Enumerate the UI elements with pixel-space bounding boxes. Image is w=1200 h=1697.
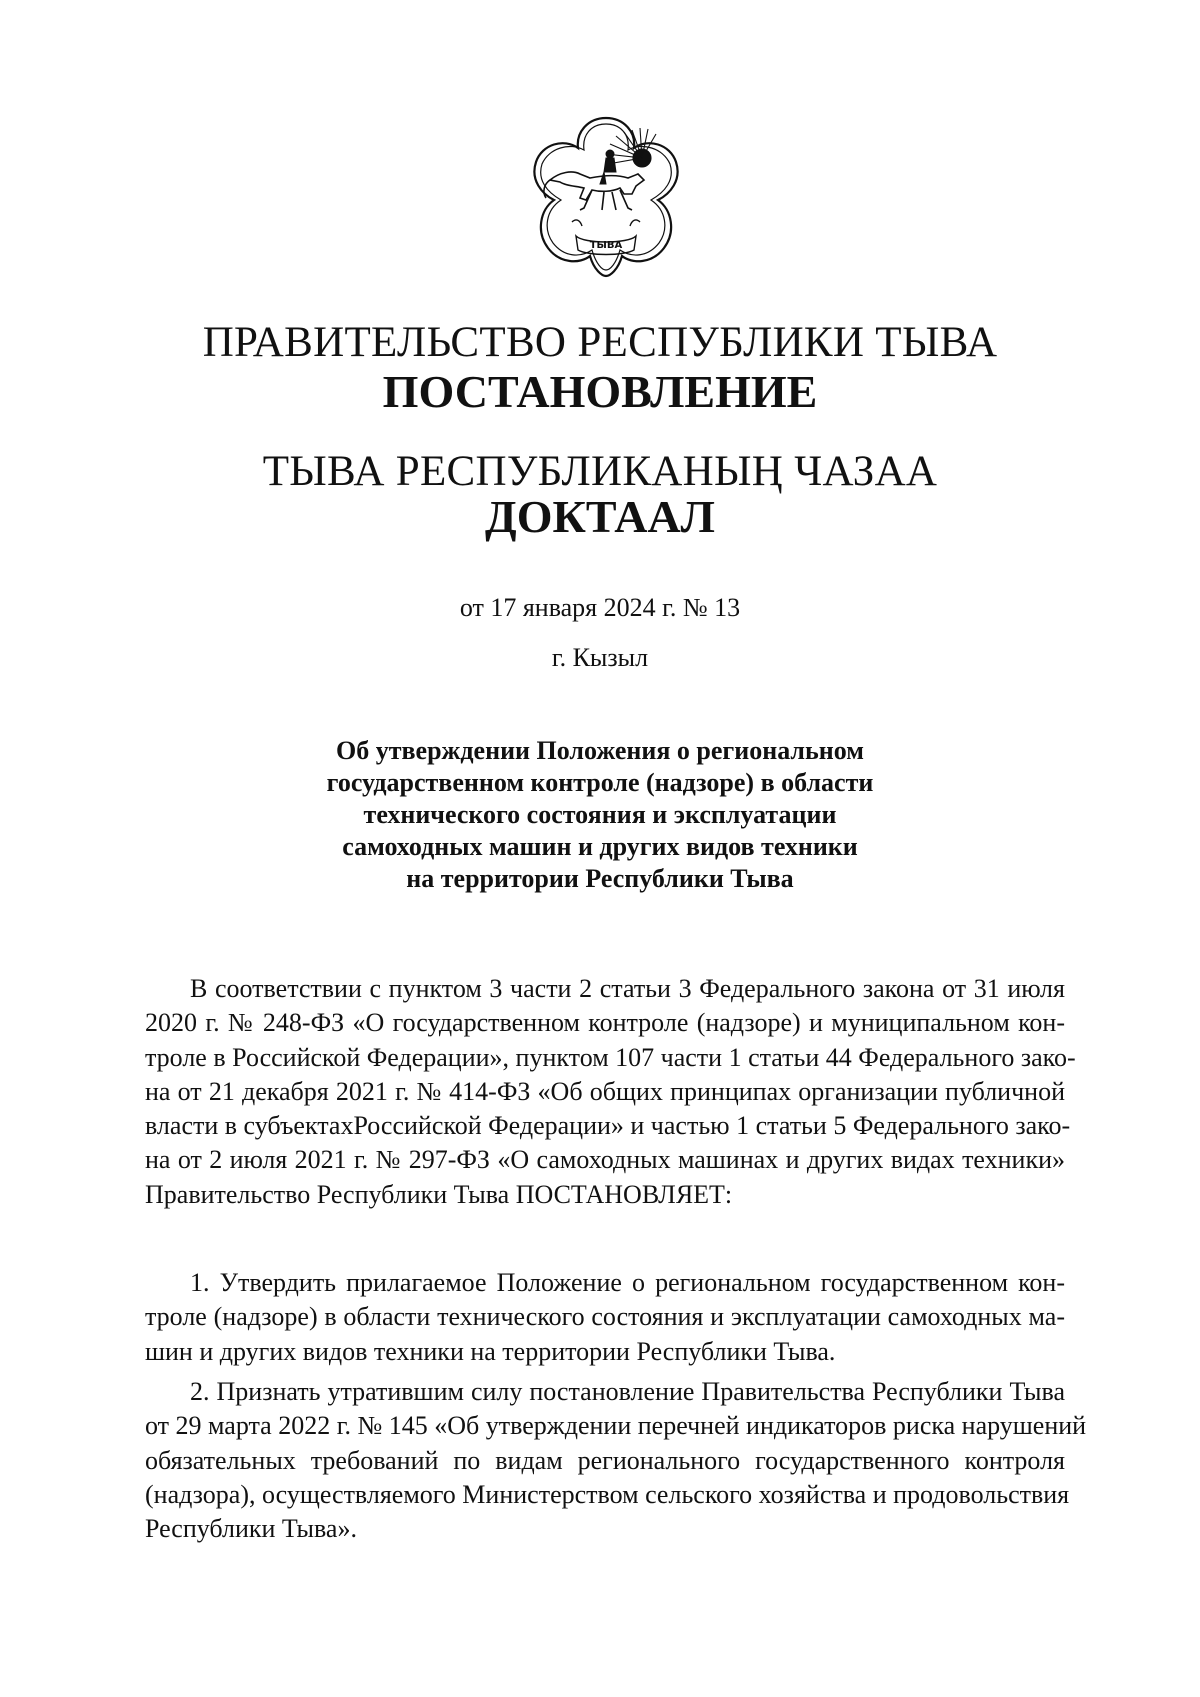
decree-type-tyv: ДОКТААЛ (485, 491, 715, 542)
title-line: самоходных машин и других видов техники (342, 832, 858, 861)
decree-date-number: от 17 января 2024 г. № 13 (459, 593, 741, 622)
text-line: на от 21 декабря 2021 г. № 414-ФЗ «Об общих принципах организации публичной (145, 1076, 1065, 1106)
text-line: троле в Российской Федерации», пунктом 107 части 1 статьи 44 Федерального зако- (145, 1042, 1076, 1072)
decree-item-2 (145, 1375, 1087, 1546)
decree-type-ru: ПОСТАНОВЛЕНИЕ (382, 366, 818, 417)
text-line: В соответствии с пунктом 3 части 2 статьи 3 Федерального закона от 31 июля (190, 974, 1065, 1003)
text-line: шин и других видов техники на территории Республики Тыва. (145, 1336, 836, 1366)
text-line: Республики Тыва». (145, 1514, 357, 1544)
text-line: обязательных требований по видам регионального государственного контроля (145, 1445, 1065, 1475)
decree-city: г. Кызыл (551, 643, 649, 672)
tuva-emblem-icon (520, 110, 692, 282)
text-line: 1. Утвердить прилагаемое Положение о региональном государственном кон- (190, 1268, 1065, 1297)
emblem-text: ТЫВА (589, 240, 623, 251)
text-line: (надзора), осуществляемого Министерством сельского хозяйства и продовольствия (145, 1479, 1070, 1509)
title-line: Об утверждении Положения о региональном (336, 736, 864, 765)
title-line: на территории Республики Тыва (406, 864, 794, 893)
text-line: Правительство Республики Тыва ПОСТАНОВЛЯЕТ: (145, 1179, 733, 1209)
decree-item-1 (145, 1266, 1065, 1369)
title-line: государственном контроле (надзоре) в области (326, 768, 874, 797)
title-line: технического состояния и эксплуатации (363, 800, 837, 829)
text-line: 2020 г. № 248-ФЗ «О государственном контроле (надзоре) и муниципальном кон- (145, 1008, 1065, 1038)
text-line: троле (надзоре) в области технического состояния и эксплуатации самоходных ма- (145, 1302, 1065, 1332)
text-line: от 29 марта 2022 г. № 145 «Об утверждении перечней индикаторов риска нарушений (145, 1411, 1087, 1441)
preamble-paragraph (145, 972, 1076, 1212)
government-name-tyv: ТЫВА РЕСПУБЛИКАНЫҢ ЧАЗАА (262, 448, 938, 495)
text-line: на от 2 июля 2021 г. № 297-ФЗ «О самоходных машинах и других видах техники» (145, 1145, 1065, 1175)
government-name-ru: ПРАВИТЕЛЬСТВО РЕСПУБЛИКИ ТЫВА (202, 319, 998, 366)
decree-title (230, 735, 970, 895)
text-line: 2. Признать утратившим силу постановление Правительства Республики Тыва (190, 1377, 1065, 1406)
text-line: власти в субъектахРоссийской Федерации» и частью 1 статьи 5 Федерального зако- (145, 1111, 1071, 1141)
